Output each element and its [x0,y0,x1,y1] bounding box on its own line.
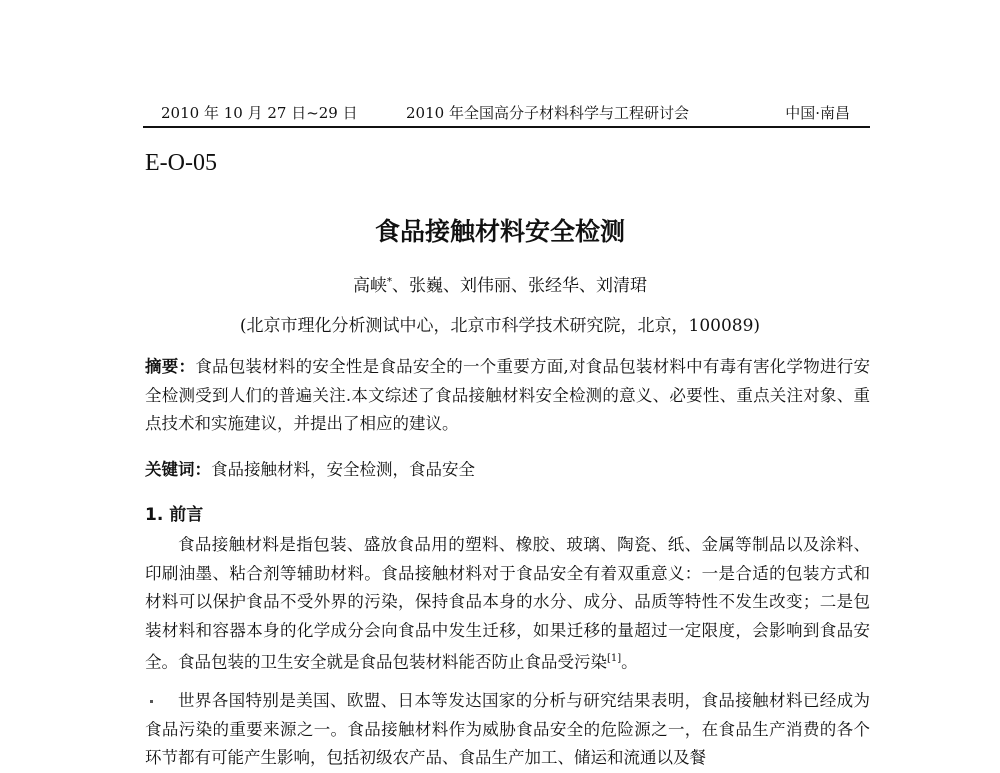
paper-code: E-O-05 [145,150,217,176]
paragraph-1-text: 食品接触材料是指包装、盛放食品用的塑料、橡胶、玻璃、陶瓷、纸、金属等制品以及涂料、印刷油墨、粘合剂等辅助材料。食品接触材料对于食品安全有着双重意义：一是合适的包装方式和材料可以保护食品不受外界的污染，保持食品本身的水分、成分、品质等特性不发生改变；二是包装材料和容器本身的化学成分会向食品中发生迁移，如果迁移的量超过一定限度，会影响到食品安全。食品包装的卫生安全就是食品包装材料能否防止食品受污染 [145,535,870,672]
citation-ref[interactable]: [1] [607,653,622,664]
abstract-text: 食品包装材料的安全性是食品安全的一个重要方面,对食品包装材料中有毒有害化学物进行安全检测受到人们的普遍关注.本文综述了食品接触材料安全检测的意义、必要性、重点关注对象、重点技术和实施建议，并提出了相应的建议。 [145,357,870,433]
abstract-label: 摘要： [145,357,196,376]
body-paragraph-2: 世界各国特别是美国、欧盟、日本等发达国家的分析与研究结果表明，食品接触材料已经成为食品污染的重要来源之一。食品接触材料作为威胁食品安全的危险源之一，在食品生产消费的各个环节都有可能产生影响，包括初级农产品、食品生产加工、储运和流通以及餐 [145,691,870,767]
author-list [0,271,1000,296]
paragraph-1-end: 。 [621,652,638,672]
keywords-text: 食品接触材料，安全检测，食品安全 [211,460,475,479]
body-paragraph-1 [145,531,870,677]
keywords [145,456,870,485]
corresponding-author: 高峡 [353,276,387,296]
header-conference: 2010 年全国高分子材料科学与工程研讨会 [406,104,689,122]
keywords-label: 关键词： [145,460,211,479]
paper-title: 食品接触材料安全检测 [374,217,625,246]
header-location: 中国·南昌 [785,104,850,122]
section-heading: 1. 前言 [145,505,204,525]
header-date: 2010 年 10 月 27 日~29 日 [161,104,358,122]
running-header [143,100,870,128]
other-authors: 、张巍、刘伟丽、张经华、刘清珺 [392,276,647,296]
affiliation: (北京市理化分析测试中心，北京市科学技术研究院，北京，100089) [239,316,761,336]
abstract [145,353,870,439]
corresponding-mark: * [387,276,392,288]
